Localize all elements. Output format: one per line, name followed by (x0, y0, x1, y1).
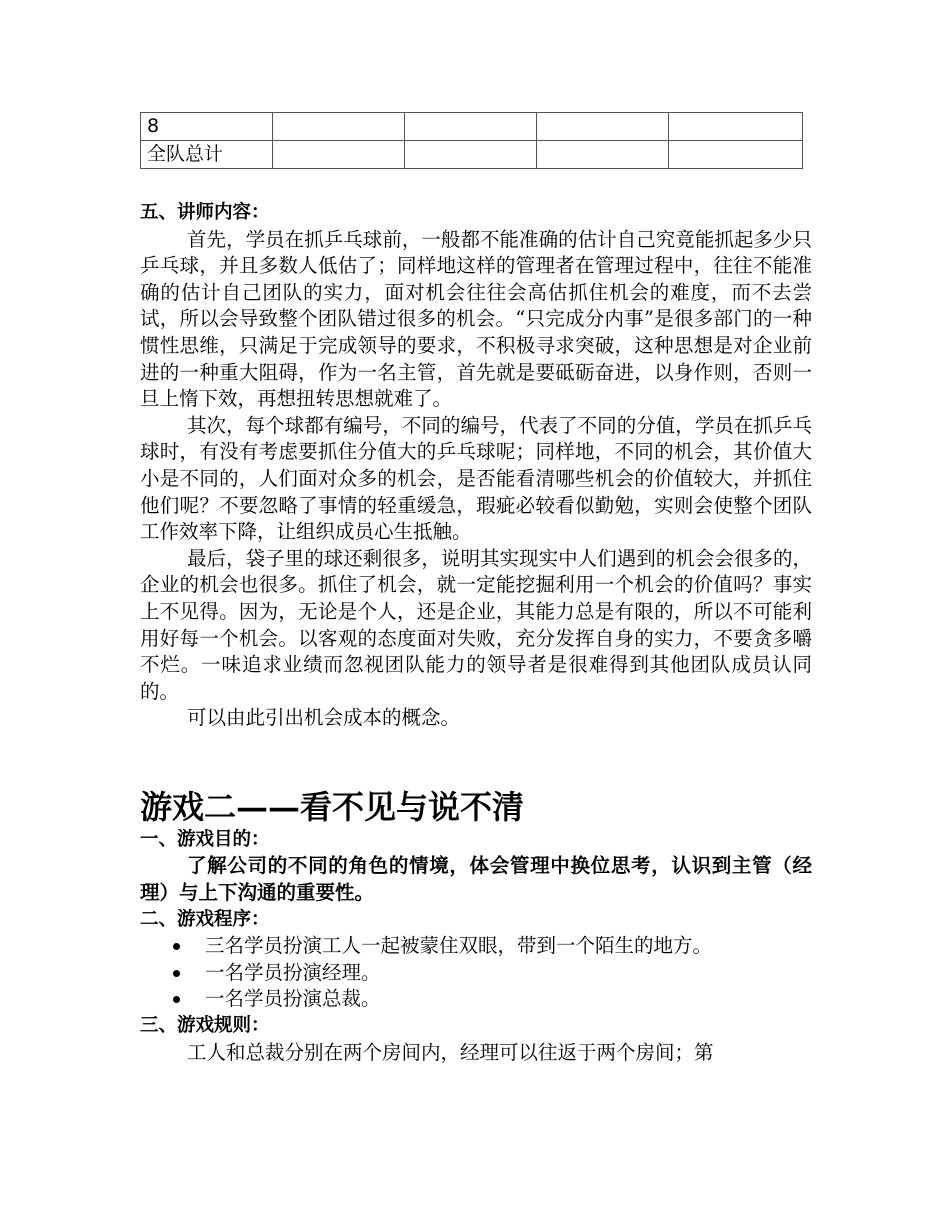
table-cell (273, 113, 405, 141)
list-item-text: 三名学员扮演工人一起被蒙住双眼，带到一个陌生的地方。 (205, 934, 713, 958)
list-item (140, 986, 812, 1013)
table-row (141, 141, 803, 169)
bullet-icon (173, 943, 180, 950)
list-item (140, 960, 812, 987)
list-item (140, 933, 812, 960)
row-label: 全队总计 (141, 141, 273, 169)
table-cell (669, 141, 803, 169)
bullet-icon (173, 996, 180, 1003)
paragraph: 了解公司的不同的角色的情境，体会管理中换位思考，认识到主管（经理）与上下沟通的重要性。 (140, 854, 812, 905)
section-heading: 五、讲师内容： (140, 202, 270, 223)
section-heading: 一、游戏目的： (140, 828, 270, 850)
table-row (141, 113, 803, 141)
list-item-text: 一名学员扮演总裁。 (205, 987, 381, 1011)
procedure-list (140, 933, 812, 1013)
table-cell (273, 141, 405, 169)
paragraph: 其次，每个球都有编号，不同的编号，代表了不同的分值，学员在抓乒乓球时，有没有考虑要抓住分值大的乒乓球呢；同样地，不同的机会，其价值大小是不同的，人们面对众多的机会，是否能看清哪些机会的价值较大，并抓住他们呢？不要忽略了事情的轻重缓急，瑕疵必较看似勤勉，实则会使整个团队工作效率下降，让组织成员心生抵触。 (140, 413, 812, 544)
bullet-icon (173, 970, 180, 977)
section-heading: 二、游戏程序： (140, 908, 270, 930)
table-cell (669, 113, 803, 141)
paragraph: 最后，袋子里的球还剩很多，说明其实现实中人们遇到的机会会很多的，企业的机会也很多。抓住了机会，就一定能挖掘利用一个机会的价值吗？事实上不见得。因为，无论是个人，还是企业，其能力总是有限的，所以不可能利用好每一个机会。以客观的态度面对失败，充分发挥自身的实力，不要贪多嚼不烂。一味追求业绩而忽视团队能力的领导者是很难得到其他团队成员认同的。 (140, 546, 812, 703)
table-cell (405, 141, 537, 169)
row-label: 8 (141, 113, 273, 141)
paragraph: 首先，学员在抓乒乓球前，一般都不能准确的估计自己究竟能抓起多少只乒乓球，并且多数人低估了；同样地这样的管理者在管理过程中，往往不能准确的估计自己团队的实力，面对机会往往会高估抓住机会的难度，而不去尝试，所以会导致整个团队错过很多的机会。“只完成分内事”是很多部门的一种惯性思维，只满足于完成领导的要求，不积极寻求突破，这种思想是对企业前进的一种重大阻碍，作为一名主管，首先就是要砥砺奋进，以身作则，否则一旦上惰下效，再想扭转思想就难了。 (140, 227, 812, 411)
document-body (140, 200, 812, 1066)
table-cell (537, 141, 669, 169)
list-item-text: 一名学员扮演经理。 (205, 960, 381, 984)
table-cell (537, 113, 669, 141)
table-cell (405, 113, 537, 141)
paragraph: 工人和总裁分别在两个房间内，经理可以往返于两个房间；第 (187, 1040, 714, 1064)
paragraph: 可以由此引出机会成本的概念。 (187, 706, 461, 730)
game-title: 游戏二——看不见与说不清 (140, 787, 525, 826)
score-table (140, 112, 803, 169)
section-heading: 三、游戏规则： (140, 1015, 270, 1037)
